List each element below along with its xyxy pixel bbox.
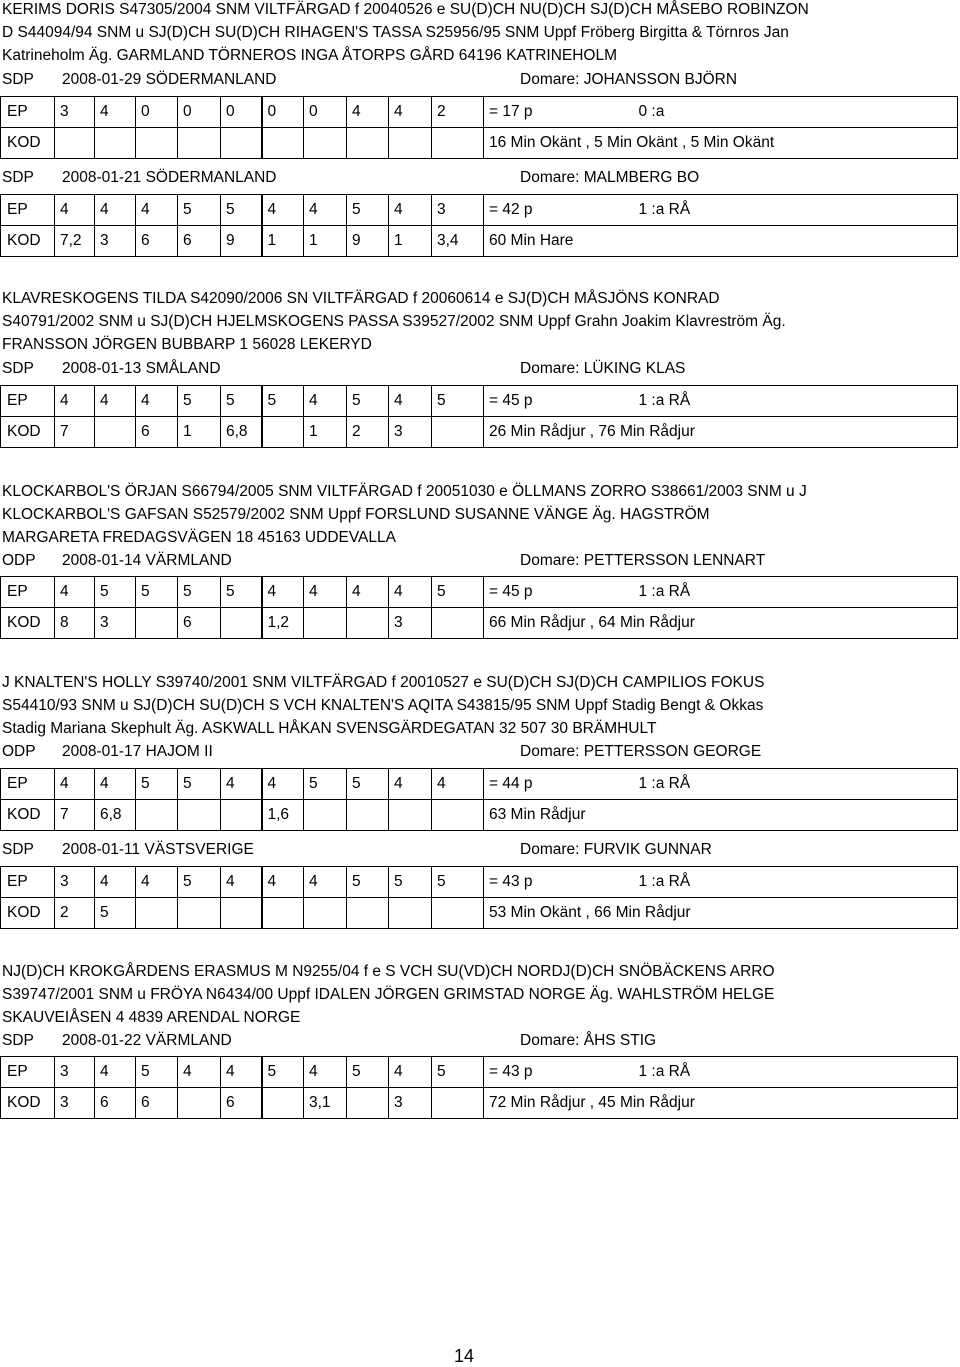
ep-score-cell: 4: [136, 867, 178, 898]
ep-prize: 1 :a RÅ: [634, 769, 958, 800]
ep-score-cell: 4: [95, 769, 136, 800]
kod-cell: 8: [55, 608, 95, 639]
kod-cell: [262, 1088, 304, 1119]
ep-label: EP: [1, 195, 55, 226]
kod-cell: 1: [389, 226, 432, 257]
kod-cell: 2: [347, 417, 389, 448]
kod-row: [1, 898, 958, 929]
dog-description-line: KLOCKARBOL'S ÖRJAN S66794/2005 SNM VILTFÄRGAD f 20051030 e ÖLLMANS ZORRO S38661/2003 SNM u J: [2, 483, 807, 500]
ep-score-cell: 4: [178, 1057, 221, 1088]
ep-score-cell: 5: [178, 769, 221, 800]
ep-score-cell: 4: [136, 195, 178, 226]
ep-score-cell: 5: [178, 867, 221, 898]
dog-description-line: S54410/93 SNM u SJ(D)CH SU(D)CH S VCH KNALTEN'S AQITA S43815/95 SNM Uppf Stadig Bengt & Okkas: [2, 697, 764, 714]
dog-description-line: Katrineholm Äg. GARMLAND TÖRNEROS INGA ÅTORPS GÅRD 64196 KATRINEHOLM: [2, 47, 618, 64]
kod-cell: [262, 417, 304, 448]
trial-type: SDP: [2, 360, 34, 377]
ep-score-cell: 4: [262, 769, 304, 800]
ep-row: [1, 195, 958, 226]
trial-type: SDP: [2, 841, 34, 858]
ep-score-cell: 4: [221, 1057, 262, 1088]
trial-judge: Domare: PETTERSSON GEORGE: [520, 743, 762, 760]
trial-header: [2, 167, 957, 189]
kod-cell: [221, 800, 262, 831]
kod-cell: [432, 608, 484, 639]
kod-cell: 3: [389, 608, 432, 639]
kod-cell: 1: [304, 226, 347, 257]
kod-cell: 9: [221, 226, 262, 257]
ep-score-cell: 0: [262, 97, 304, 128]
ep-score-cell: 5: [136, 577, 178, 608]
dog-description-line: Stadig Mariana Skephult Äg. ASKWALL HÅKAN SVENSGÄRDEGATAN 32 507 30 BRÄMHULT: [2, 720, 657, 737]
kod-cell: 3,1: [304, 1088, 347, 1119]
trial-header: [2, 358, 957, 380]
score-table: [0, 96, 958, 159]
ep-score-cell: 5: [432, 867, 484, 898]
ep-prize: 1 :a RÅ: [634, 577, 958, 608]
kod-cell: 1,6: [262, 800, 304, 831]
ep-label: EP: [1, 867, 55, 898]
ep-score-cell: 4: [304, 386, 347, 417]
ep-score-cell: 5: [432, 1057, 484, 1088]
kod-cell: 3: [95, 608, 136, 639]
dog-description-line: FRANSSON JÖRGEN BUBBARP 1 56028 LEKERYD: [2, 336, 372, 353]
kod-cell: [178, 128, 221, 159]
ep-row: [1, 577, 958, 608]
kod-cell: 3: [389, 1088, 432, 1119]
kod-cell: [178, 1088, 221, 1119]
score-table: [0, 385, 958, 448]
kod-cell: [136, 898, 178, 929]
kod-cell: [389, 898, 432, 929]
dog-description-line: D S44094/94 SNM u SJ(D)CH SU(D)CH RIHAGEN'S TASSA S25956/95 SNM Uppf Fröberg Birgitta & Törnros Jan: [2, 24, 789, 41]
ep-score-cell: 4: [95, 1057, 136, 1088]
dog-description-line: SKAUVEIÅSEN 4 4839 ARENDAL NORGE: [2, 1009, 301, 1026]
kod-row: [1, 608, 958, 639]
ep-score-cell: 5: [347, 1057, 389, 1088]
ep-score-cell: 0: [304, 97, 347, 128]
kod-details: 63 Min Rådjur: [484, 800, 958, 831]
ep-score-cell: 4: [389, 577, 432, 608]
kod-cell: 6: [95, 1088, 136, 1119]
kod-cell: 7: [55, 800, 95, 831]
ep-score-cell: 5: [136, 1057, 178, 1088]
ep-score-cell: 4: [389, 97, 432, 128]
ep-score-cell: 4: [262, 577, 304, 608]
kod-label: KOD: [1, 898, 55, 929]
kod-cell: 5: [95, 898, 136, 929]
ep-total: = 17 p: [484, 97, 634, 128]
ep-score-cell: 4: [347, 577, 389, 608]
ep-score-cell: 4: [389, 769, 432, 800]
ep-score-cell: 5: [347, 195, 389, 226]
kod-cell: [432, 1088, 484, 1119]
kod-cell: 6: [136, 226, 178, 257]
kod-cell: [136, 128, 178, 159]
kod-cell: [347, 1088, 389, 1119]
ep-total: = 45 p: [484, 577, 634, 608]
ep-score-cell: 4: [55, 386, 95, 417]
ep-score-cell: 2: [432, 97, 484, 128]
ep-row: [1, 386, 958, 417]
ep-total: = 42 p: [484, 195, 634, 226]
kod-row: [1, 800, 958, 831]
page-number: 14: [454, 1346, 475, 1366]
trial-date-location: 2008-01-21 SÖDERMANLAND: [62, 169, 277, 186]
ep-score-cell: 3: [55, 97, 95, 128]
kod-cell: [347, 128, 389, 159]
kod-cell: 1: [178, 417, 221, 448]
ep-score-cell: 5: [178, 386, 221, 417]
trial-header: [2, 1030, 957, 1052]
ep-label: EP: [1, 97, 55, 128]
kod-cell: 7,2: [55, 226, 95, 257]
ep-score-cell: 5: [136, 769, 178, 800]
kod-row: [1, 417, 958, 448]
score-table: [0, 1056, 958, 1119]
ep-prize: 1 :a RÅ: [634, 1057, 958, 1088]
trial-judge: Domare: ÅHS STIG: [520, 1032, 657, 1049]
ep-score-cell: 3: [55, 867, 95, 898]
dog-description-line: MARGARETA FREDAGSVÄGEN 18 45163 UDDEVALLA: [2, 529, 396, 546]
ep-prize: 0 :a: [634, 97, 958, 128]
kod-cell: [136, 800, 178, 831]
kod-cell: 6: [221, 1088, 262, 1119]
kod-details: 16 Min Okänt , 5 Min Okänt , 5 Min Okänt: [484, 128, 958, 159]
ep-score-cell: 5: [432, 577, 484, 608]
kod-details: 53 Min Okänt , 66 Min Rådjur: [484, 898, 958, 929]
ep-score-cell: 4: [95, 386, 136, 417]
trial-judge: Domare: JOHANSSON BJÖRN: [520, 71, 738, 88]
ep-score-cell: 5: [347, 867, 389, 898]
ep-label: EP: [1, 1057, 55, 1088]
kod-cell: [55, 128, 95, 159]
trial-type: SDP: [2, 1032, 34, 1049]
kod-cell: [178, 800, 221, 831]
trial-type: ODP: [2, 743, 36, 760]
ep-total: = 44 p: [484, 769, 634, 800]
kod-cell: 6: [178, 226, 221, 257]
ep-total: = 43 p: [484, 1057, 634, 1088]
ep-score-cell: 4: [262, 195, 304, 226]
kod-label: KOD: [1, 128, 55, 159]
kod-cell: 1,2: [262, 608, 304, 639]
kod-cell: [347, 800, 389, 831]
ep-score-cell: 5: [262, 386, 304, 417]
score-table: [0, 866, 958, 929]
kod-details: 60 Min Hare: [484, 226, 958, 257]
kod-row: [1, 1088, 958, 1119]
kod-cell: 6,8: [221, 417, 262, 448]
ep-score-cell: 4: [304, 195, 347, 226]
ep-score-cell: 5: [221, 195, 262, 226]
ep-score-cell: 4: [95, 867, 136, 898]
kod-details: 72 Min Rådjur , 45 Min Rådjur: [484, 1088, 958, 1119]
kod-label: KOD: [1, 1088, 55, 1119]
kod-cell: 3: [95, 226, 136, 257]
dog-description-line: J KNALTEN'S HOLLY S39740/2001 SNM VILTFÄRGAD f 20010527 e SU(D)CH SJ(D)CH CAMPILIOS FOKUS: [2, 674, 765, 691]
kod-cell: [389, 800, 432, 831]
kod-cell: 9: [347, 226, 389, 257]
kod-cell: 3: [55, 1088, 95, 1119]
trial-type: ODP: [2, 552, 36, 569]
trial-date-location: 2008-01-11 VÄSTSVERIGE: [62, 841, 254, 858]
trial-judge: Domare: FURVIK GUNNAR: [520, 841, 712, 858]
kod-label: KOD: [1, 417, 55, 448]
kod-cell: 1: [304, 417, 347, 448]
kod-details: 26 Min Rådjur , 76 Min Rådjur: [484, 417, 958, 448]
trial-type: SDP: [2, 169, 34, 186]
kod-cell: [304, 800, 347, 831]
ep-score-cell: 4: [389, 386, 432, 417]
trial-judge: Domare: LÜKING KLAS: [520, 360, 686, 377]
ep-prize: 1 :a RÅ: [634, 195, 958, 226]
trial-header: [2, 69, 957, 91]
kod-row: [1, 226, 958, 257]
ep-label: EP: [1, 769, 55, 800]
kod-cell: [432, 898, 484, 929]
kod-cell: 7: [55, 417, 95, 448]
trial-header: [2, 550, 957, 572]
kod-cell: [432, 417, 484, 448]
kod-label: KOD: [1, 608, 55, 639]
ep-score-cell: 4: [432, 769, 484, 800]
kod-cell: [262, 898, 304, 929]
dog-description-line: S40791/2002 SNM u SJ(D)CH HJELMSKOGENS PASSA S39527/2002 SNM Uppf Grahn Joakim Klavreström Äg.: [2, 313, 786, 330]
kod-cell: [304, 898, 347, 929]
ep-score-cell: 3: [432, 195, 484, 226]
ep-total: = 45 p: [484, 386, 634, 417]
kod-cell: [95, 128, 136, 159]
ep-score-cell: 5: [304, 769, 347, 800]
ep-score-cell: 4: [304, 1057, 347, 1088]
ep-score-cell: 5: [432, 386, 484, 417]
ep-score-cell: 4: [95, 195, 136, 226]
dog-description-line: NJ(D)CH KROKGÅRDENS ERASMUS M N9255/04 f e S VCH SU(VD)CH NORDJ(D)CH SNÖBÄCKENS ARRO: [2, 963, 775, 980]
ep-score-cell: 4: [262, 867, 304, 898]
trial-judge: Domare: PETTERSSON LENNART: [520, 552, 766, 569]
score-table: [0, 576, 958, 639]
kod-cell: 3,4: [432, 226, 484, 257]
kod-cell: [347, 608, 389, 639]
kod-cell: [432, 128, 484, 159]
ep-score-cell: 5: [347, 386, 389, 417]
ep-prize: 1 :a RÅ: [634, 867, 958, 898]
ep-score-cell: 5: [389, 867, 432, 898]
kod-cell: [304, 128, 347, 159]
trial-date-location: 2008-01-22 VÄRMLAND: [62, 1032, 232, 1049]
trial-date-location: 2008-01-17 HAJOM II: [62, 743, 213, 760]
kod-cell: 6,8: [95, 800, 136, 831]
ep-score-cell: 5: [178, 577, 221, 608]
kod-cell: [432, 800, 484, 831]
kod-cell: 2: [55, 898, 95, 929]
kod-cell: [221, 128, 262, 159]
ep-score-cell: 4: [55, 195, 95, 226]
kod-cell: 6: [178, 608, 221, 639]
ep-score-cell: 5: [347, 769, 389, 800]
kod-cell: [136, 608, 178, 639]
kod-cell: [304, 608, 347, 639]
kod-cell: [178, 898, 221, 929]
ep-score-cell: 5: [95, 577, 136, 608]
kod-cell: [347, 898, 389, 929]
score-table: [0, 194, 958, 257]
ep-score-cell: 4: [389, 195, 432, 226]
ep-prize: 1 :a RÅ: [634, 386, 958, 417]
ep-score-cell: 4: [136, 386, 178, 417]
dog-description-line: KERIMS DORIS S47305/2004 SNM VILTFÄRGAD f 20040526 e SU(D)CH NU(D)CH SJ(D)CH MÅSEBO ROBINZON: [2, 1, 809, 18]
ep-score-cell: 5: [178, 195, 221, 226]
trial-header: [2, 839, 957, 861]
ep-row: [1, 769, 958, 800]
ep-score-cell: 5: [221, 386, 262, 417]
ep-score-cell: 4: [389, 1057, 432, 1088]
ep-score-cell: 4: [347, 97, 389, 128]
ep-score-cell: 4: [55, 577, 95, 608]
kod-cell: [95, 417, 136, 448]
kod-cell: 1: [262, 226, 304, 257]
ep-label: EP: [1, 577, 55, 608]
kod-label: KOD: [1, 800, 55, 831]
ep-score-cell: 4: [304, 867, 347, 898]
ep-row: [1, 1057, 958, 1088]
trial-header: [2, 741, 957, 763]
ep-row: [1, 97, 958, 128]
kod-row: [1, 128, 958, 159]
trial-date-location: 2008-01-14 VÄRMLAND: [62, 552, 232, 569]
kod-cell: [221, 898, 262, 929]
dog-description-line: KLAVRESKOGENS TILDA S42090/2006 SN VILTFÄRGAD f 20060614 e SJ(D)CH MÅSJÖNS KONRAD: [2, 290, 720, 307]
trial-judge: Domare: MALMBERG BO: [520, 169, 700, 186]
trial-date-location: 2008-01-29 SÖDERMANLAND: [62, 71, 277, 88]
dog-description-line: S39747/2001 SNM u FRÖYA N6434/00 Uppf IDALEN JÖRGEN GRIMSTAD NORGE Äg. WAHLSTRÖM HELGE: [2, 986, 775, 1003]
dog-description-line: KLOCKARBOL'S GAFSAN S52579/2002 SNM Uppf FORSLUND SUSANNE VÄNGE Äg. HAGSTRÖM: [2, 506, 710, 523]
ep-score-cell: 4: [55, 769, 95, 800]
score-table: [0, 768, 958, 831]
ep-score-cell: 5: [262, 1057, 304, 1088]
ep-label: EP: [1, 386, 55, 417]
ep-score-cell: 3: [55, 1057, 95, 1088]
ep-score-cell: 5: [221, 577, 262, 608]
kod-cell: 6: [136, 417, 178, 448]
kod-cell: [221, 608, 262, 639]
kod-label: KOD: [1, 226, 55, 257]
kod-cell: 3: [389, 417, 432, 448]
ep-score-cell: 4: [304, 577, 347, 608]
kod-cell: [262, 128, 304, 159]
ep-score-cell: 4: [95, 97, 136, 128]
ep-score-cell: 4: [221, 867, 262, 898]
ep-row: [1, 867, 958, 898]
ep-score-cell: 0: [178, 97, 221, 128]
ep-score-cell: 0: [136, 97, 178, 128]
trial-type: SDP: [2, 71, 34, 88]
ep-score-cell: 4: [221, 769, 262, 800]
ep-total: = 43 p: [484, 867, 634, 898]
trial-date-location: 2008-01-13 SMÅLAND: [62, 360, 221, 377]
kod-cell: [389, 128, 432, 159]
kod-details: 66 Min Rådjur , 64 Min Rådjur: [484, 608, 958, 639]
kod-cell: 6: [136, 1088, 178, 1119]
ep-score-cell: 0: [221, 97, 262, 128]
